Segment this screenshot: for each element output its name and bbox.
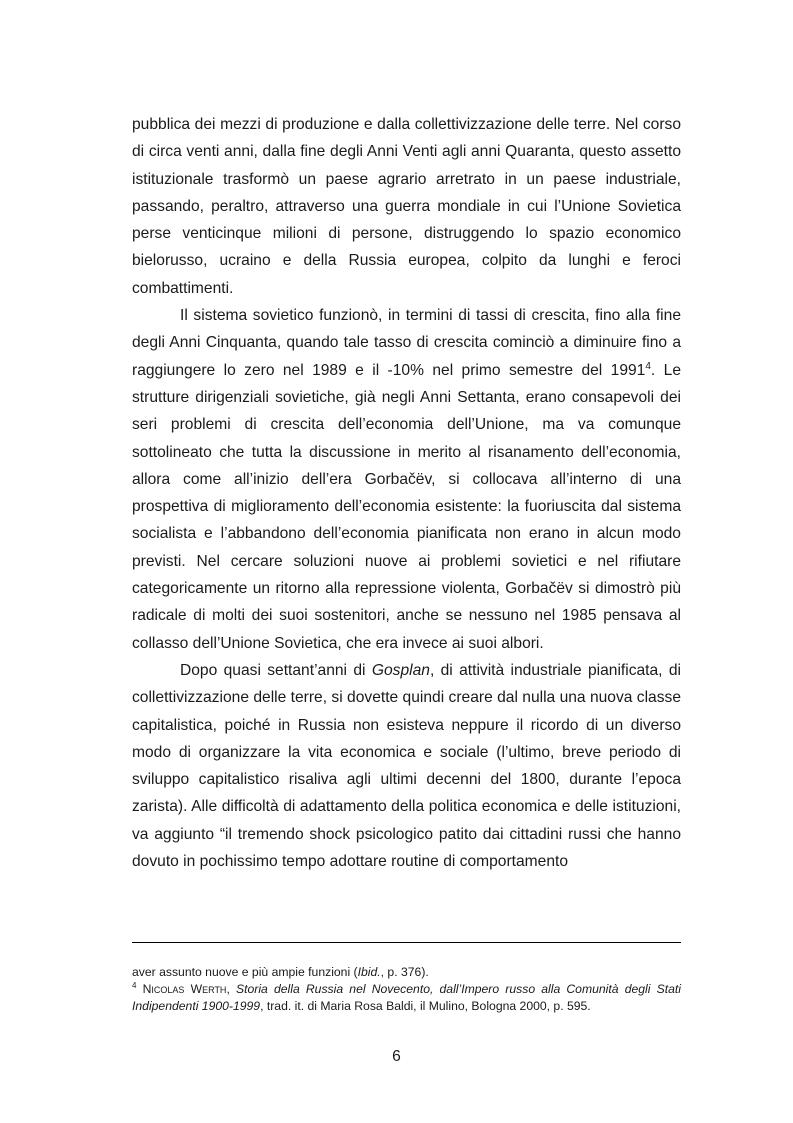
- paragraph-3-text-b: , di attività industriale pianificata, di collettivizzazione delle terre, si dovette quindi creare dal nulla una nuova classe capitalistica, poiché in Russia non esisteva neppure il ricordo di un diverso modo di organizzare la vita economica e sociale (l’ultimo, breve periodo di sviluppo capitalistico risaliva agli ultimi decenni del 1800, durante l’epoca zarista). Alle difficoltà di adattamento della politica economica e delle istituzioni, va aggiunto “il tremendo shock psicologico patito dai cittadini russi che hanno dovuto in pochissimo tempo adottare routine di comportamento: [132, 661, 681, 871]
- main-text: [132, 111, 681, 875]
- footnote-4: [132, 981, 681, 1015]
- footnote-4-number: 4: [132, 980, 137, 990]
- footnote-ref-4: 4: [645, 360, 651, 372]
- footnote-3-ibid: Ibid.: [357, 965, 381, 979]
- paragraph-3: [132, 657, 681, 875]
- footnote-3-continuation: [132, 964, 681, 981]
- paragraph-2-text-b: . Le strutture dirigenziali sovietiche, già negli Anni Settanta, erano consapevoli dei seri problemi di crescita dell’economia dell’Unione, ma va comunque sottolineato che tutta la discussione in merito al risanamento dell’economia, allora come all’inizio dell’era Gorbačëv, si collocava all’interno di una prospettiva di miglioramento dell’economia esistente: la fuoriuscita dal sistema socialista e l’abbandono dell’economia pianificata non erano in alcun modo previsti. Nel cercare soluzioni nuove ai problemi sovietici e nel rifiutare categoricamente un ritorno alla repressione violenta, Gorbačëv si dimostrò più radicale di molti dei suoi sostenitori, anche se nessuno nel 1985 pensava al collasso dell’Unione Sovietica, che era invece ai suoi albori.: [132, 361, 681, 652]
- footnote-4-rest: , trad. it. di Maria Rosa Baldi, il Mulino, Bologna 2000, p. 595.: [260, 999, 591, 1013]
- footnote-3-text-b: , p. 376).: [380, 965, 429, 979]
- paragraph-2-text-a: Il sistema sovietico funzionò, in termini di tassi di crescita, fino alla fine degli Anni Cinquanta, quando tale tasso di crescita cominciò a diminuire fino a raggiungere lo zero nel 1989 e il -10% nel primo semestre del 1991: [132, 307, 681, 379]
- footnote-separator: [132, 942, 681, 943]
- footnote-4-sep: ,: [226, 982, 236, 996]
- footnotes: [132, 964, 681, 1015]
- paragraph-1: pubblica dei mezzi di produzione e dalla collettivizzazione delle terre. Nel corso di circa venti anni, dalla fine degli Anni Venti agli anni Quaranta, questo assetto istituzionale trasformò un paese agrario arretrato in un paese industriale, passando, peraltro, attraverso una guerra mondiale in cui l’Unione Sovietica perse venticinque milioni di persone, distruggendo lo spazio economico bielorusso, ucraino e della Russia europea, colpito da lunghi e feroci combattimenti.: [132, 116, 681, 297]
- footnote-4-title: Storia della Russia nel Novecento, dall’Impero russo alla Comunità degli Stati Indipendenti 1900-1999: [132, 982, 681, 1013]
- footnote-3-text-a: aver assunto nuove e più ampie funzioni (: [132, 965, 358, 979]
- paragraph-3-italic: Gosplan: [371, 661, 430, 679]
- paragraph-3-text-a: Dopo quasi settant’anni di: [180, 661, 372, 679]
- footnote-4-author: Nicolas Werth: [142, 982, 227, 996]
- page-number: 6: [392, 1048, 401, 1065]
- paragraph-2: [132, 302, 681, 657]
